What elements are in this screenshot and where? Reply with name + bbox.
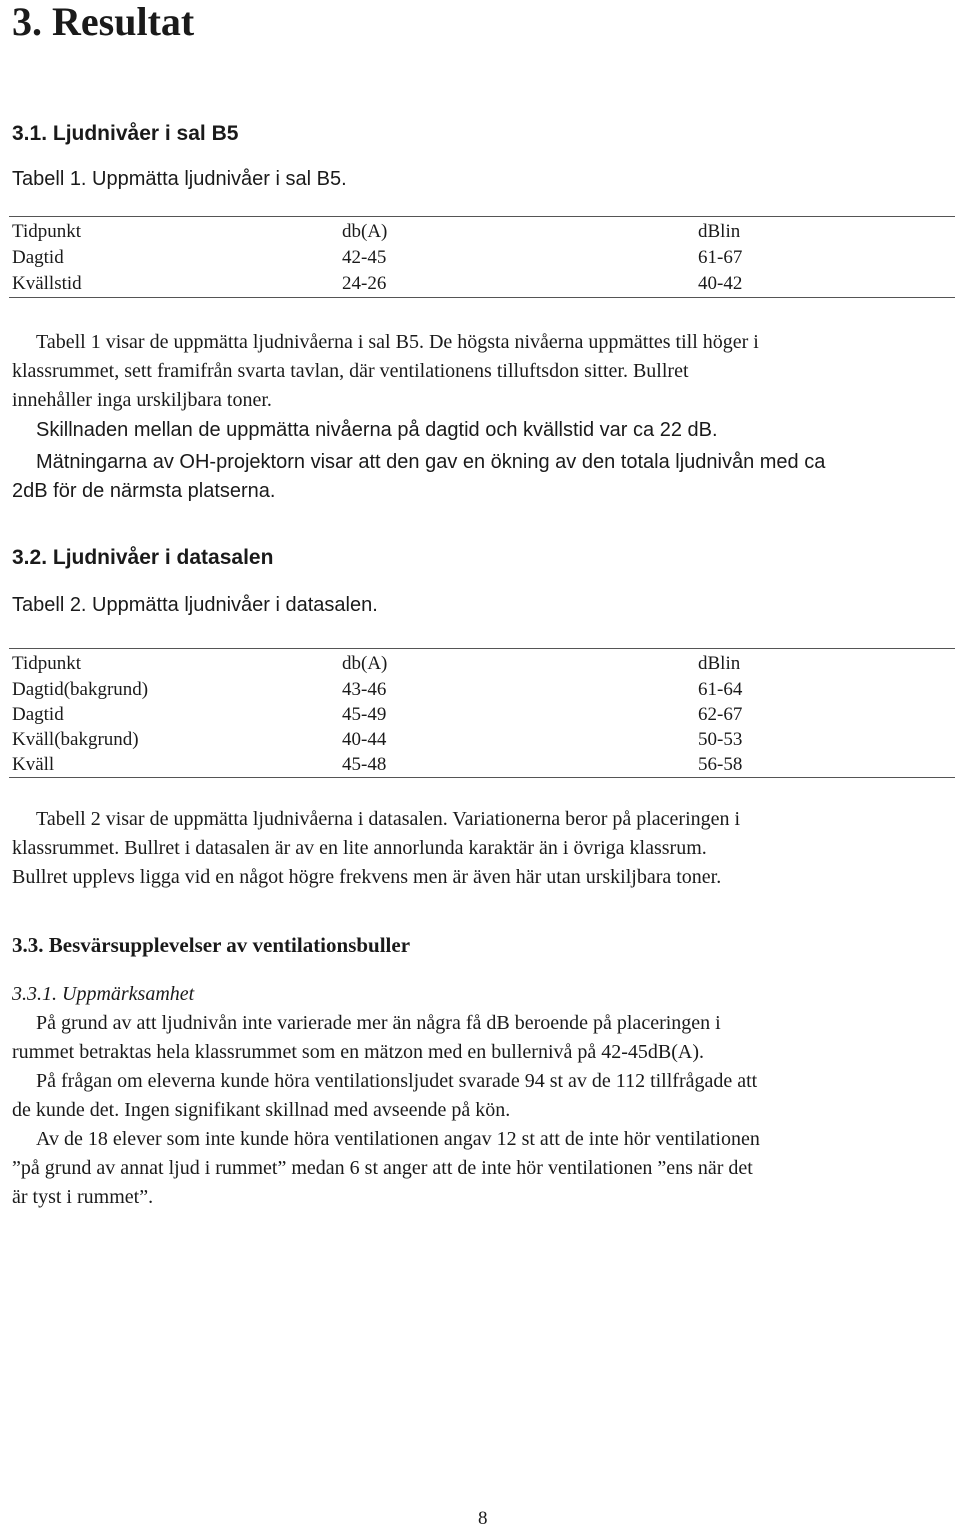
table-header-row [12, 651, 952, 677]
paragraph-line: På grund av att ljudnivån inte varierade mer än några få dB beroende på placeringen i [36, 1012, 721, 1034]
table-header-cell: Tidpunkt [12, 221, 81, 242]
page-number: 8 [478, 1508, 488, 1529]
table-cell: 61-64 [698, 678, 743, 700]
table-2-top-rule [9, 648, 955, 649]
table-1-caption: Tabell 1. Uppmätta ljudnivåer i sal B5. [12, 168, 347, 190]
table-cell: 45-48 [342, 753, 387, 775]
table-header-row [12, 219, 952, 245]
paragraph-line: klassrummet. Bullret i datasalen är av en lite annorlunda karaktär än i övriga klassrum. [12, 837, 707, 859]
section-title-3-3: 3.3. Besvärsupplevelser av ventilationsbuller [12, 933, 411, 957]
table-row [12, 727, 952, 752]
table-cell: 50-53 [698, 728, 743, 750]
subsection-title-3-3-1: 3.3.1. Uppmärksamhet [12, 983, 195, 1005]
paragraph-line: Skillnaden mellan de uppmätta nivåerna på dagtid och kvällstid var ca 22 dB. [36, 419, 718, 441]
table-cell: 56-58 [698, 753, 743, 775]
section-title-3-2: 3.2. Ljudnivåer i datasalen [12, 546, 274, 569]
table-cell: Dagtid [12, 703, 64, 725]
table-cell: 61-67 [698, 247, 743, 268]
table-row [12, 752, 952, 777]
table-header-cell: Tidpunkt [12, 653, 81, 674]
table-header-cell: dBlin [698, 221, 741, 242]
paragraph-line: klassrummet, sett framifrån svarta tavlan, där ventilationens tilluftsdon sitter. Bullret [12, 360, 689, 382]
paragraph-line: Av de 18 elever som inte kunde höra ventilationen angav 12 st att de inte hör ventilationen [36, 1128, 760, 1150]
table-cell: Kväll(bakgrund) [12, 728, 139, 750]
table-cell: 45-49 [342, 703, 387, 725]
table-cell: 24-26 [342, 273, 387, 294]
table-1-top-rule [9, 216, 955, 217]
table-cell: Kväll [12, 753, 55, 775]
table-row [12, 702, 952, 727]
paragraph-line: 2dB för de närmsta platserna. [12, 480, 276, 502]
paragraph-line: På frågan om eleverna kunde höra ventilationsljudet svarade 94 st av de 112 tillfrågade att [36, 1070, 758, 1092]
paragraph-line: ”på grund av annat ljud i rummet” medan 6 st anger att de inte hör ventilationen ”ens när det [12, 1157, 753, 1179]
table-row [12, 677, 952, 702]
paragraph-line: Bullret upplevs ligga vid en något högre frekvens men är även här utan urskiljbara toner. [12, 866, 722, 888]
table-row [12, 271, 952, 297]
table-row [12, 245, 952, 271]
paragraph-line: rummet betraktas hela klassrummet som en mätzon med en bullernivå på 42-45dB(A). [12, 1041, 705, 1063]
paragraph-line: de kunde det. Ingen signifikant skillnad med avseende på kön. [12, 1099, 511, 1121]
paragraph-line: Tabell 1 visar de uppmätta ljudnivåerna i sal B5. De högsta nivåerna uppmättes till höger i [36, 331, 759, 353]
table-header-cell: db(A) [342, 653, 388, 674]
table-1-bottom-rule [9, 297, 955, 298]
paragraph-line: Mätningarna av OH-projektorn visar att den gav en ökning av den totala ljudnivån med ca [36, 451, 826, 473]
table-cell: 40-42 [698, 273, 743, 294]
table-cell: Dagtid(bakgrund) [12, 678, 149, 700]
table-cell: Dagtid [12, 247, 64, 268]
table-cell: 62-67 [698, 703, 743, 725]
table-2-caption: Tabell 2. Uppmätta ljudnivåer i datasalen. [12, 594, 378, 616]
paragraph-line: innehåller inga urskiljbara toner. [12, 389, 272, 411]
table-header-cell: db(A) [342, 221, 388, 242]
table-cell: Kvällstid [12, 273, 82, 294]
table-cell: 40-44 [342, 728, 387, 750]
table-cell: 42-45 [342, 247, 387, 268]
table-1 [12, 219, 952, 297]
paragraph-line: Tabell 2 visar de uppmätta ljudnivåerna i datasalen. Variationerna beror på placeringen i [36, 808, 741, 830]
table-cell: 43-46 [342, 678, 387, 700]
section-title-3-1: 3.1. Ljudnivåer i sal B5 [12, 122, 239, 145]
page-heading: 3. Resultat [12, 0, 195, 44]
table-2 [12, 651, 952, 777]
table-2-bottom-rule [9, 777, 955, 778]
table-header-cell: dBlin [698, 653, 741, 674]
paragraph-line: är tyst i rummet”. [12, 1186, 154, 1208]
